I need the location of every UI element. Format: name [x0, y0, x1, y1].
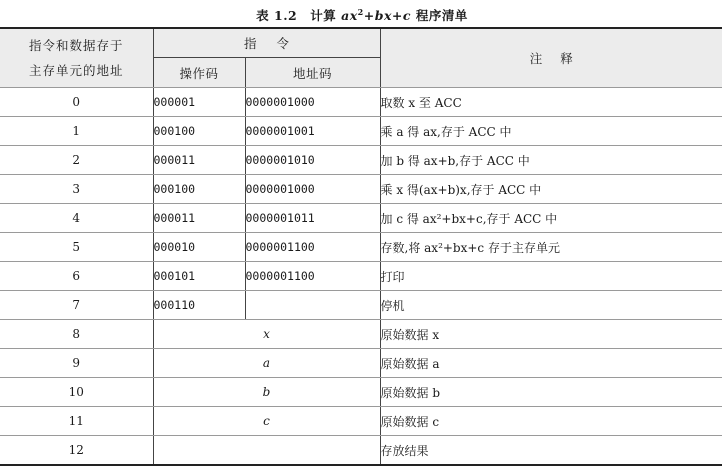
instruction-row	[0, 117, 722, 146]
row-note: 加 b 得 ax+b,存于 ACC 中	[380, 146, 722, 175]
row-opcode: 000011	[153, 146, 245, 175]
opcode-column-header: 操作码	[153, 58, 245, 88]
row-address: 1	[0, 117, 153, 146]
instruction-row	[0, 204, 722, 233]
instruction-row	[0, 146, 722, 175]
row-opcode: 000010	[153, 233, 245, 262]
data-row-address: 8	[0, 320, 153, 349]
data-row-note: 原始数据 a	[380, 349, 722, 378]
data-row-address: 12	[0, 436, 153, 466]
caption-suffix: 程序清单	[411, 8, 468, 24]
row-opcode: 000001	[153, 88, 245, 117]
caption-prefix: 表 1.2 计算	[256, 8, 342, 24]
row-note: 乘 x 得(ax+b)x,存于 ACC 中	[380, 175, 722, 204]
data-row-value: a	[153, 349, 380, 378]
data-row	[0, 407, 722, 436]
instruction-group-header: 指令	[153, 28, 380, 58]
caption-formula-b: +bx+c	[363, 8, 411, 24]
row-addrcode: 0000001010	[245, 146, 380, 175]
row-note: 打印	[380, 262, 722, 291]
row-opcode: 000110	[153, 291, 245, 320]
data-row-value: c	[153, 407, 380, 436]
data-row-note: 原始数据 b	[380, 378, 722, 407]
note-column-header: 注释	[380, 28, 722, 88]
row-address: 6	[0, 262, 153, 291]
row-opcode: 000100	[153, 175, 245, 204]
table-header	[0, 28, 722, 88]
data-row-address: 11	[0, 407, 153, 436]
row-note: 停机	[380, 291, 722, 320]
row-address: 5	[0, 233, 153, 262]
row-address: 7	[0, 291, 153, 320]
instruction-row	[0, 233, 722, 262]
table-caption	[0, 2, 724, 22]
row-addrcode: 0000001000	[245, 175, 380, 204]
row-address: 0	[0, 88, 153, 117]
instruction-row	[0, 88, 722, 117]
data-row-address: 9	[0, 349, 153, 378]
data-row	[0, 320, 722, 349]
data-row-note: 原始数据 x	[380, 320, 722, 349]
data-row	[0, 436, 722, 466]
row-address: 2	[0, 146, 153, 175]
address-header-line1: 指令和数据存于	[28, 38, 124, 53]
row-opcode: 000100	[153, 117, 245, 146]
instruction-row	[0, 175, 722, 204]
caption-formula-sup: 2	[357, 7, 364, 17]
data-row	[0, 378, 722, 407]
data-row	[0, 349, 722, 378]
row-addrcode: 0000001000	[245, 88, 380, 117]
row-addrcode: 0000001011	[245, 204, 380, 233]
caption-formula-a: ax	[341, 8, 358, 24]
instruction-row	[0, 291, 722, 320]
row-addrcode: 0000001100	[245, 262, 380, 291]
data-row-value	[153, 436, 380, 466]
row-opcode: 000011	[153, 204, 245, 233]
data-row-note: 原始数据 c	[380, 407, 722, 436]
row-addrcode: 0000001100	[245, 233, 380, 262]
data-row-value: b	[153, 378, 380, 407]
address-column-header	[0, 28, 153, 88]
row-address: 4	[0, 204, 153, 233]
address-header-line2: 主存单元的地址	[28, 63, 124, 78]
row-address: 3	[0, 175, 153, 204]
addrcode-column-header: 地址码	[245, 58, 380, 88]
row-addrcode	[245, 291, 380, 320]
instruction-row	[0, 262, 722, 291]
row-note: 取数 x 至 ACC	[380, 88, 722, 117]
row-addrcode: 0000001001	[245, 117, 380, 146]
row-note: 加 c 得 ax²+bx+c,存于 ACC 中	[380, 204, 722, 233]
row-note: 存数,将 ax²+bx+c 存于主存单元	[380, 233, 722, 262]
table-body	[0, 88, 722, 466]
data-row-value: x	[153, 320, 380, 349]
program-listing-table	[0, 27, 722, 466]
data-row-note: 存放结果	[380, 436, 722, 466]
row-opcode: 000101	[153, 262, 245, 291]
row-note: 乘 a 得 ax,存于 ACC 中	[380, 117, 722, 146]
data-row-address: 10	[0, 378, 153, 407]
